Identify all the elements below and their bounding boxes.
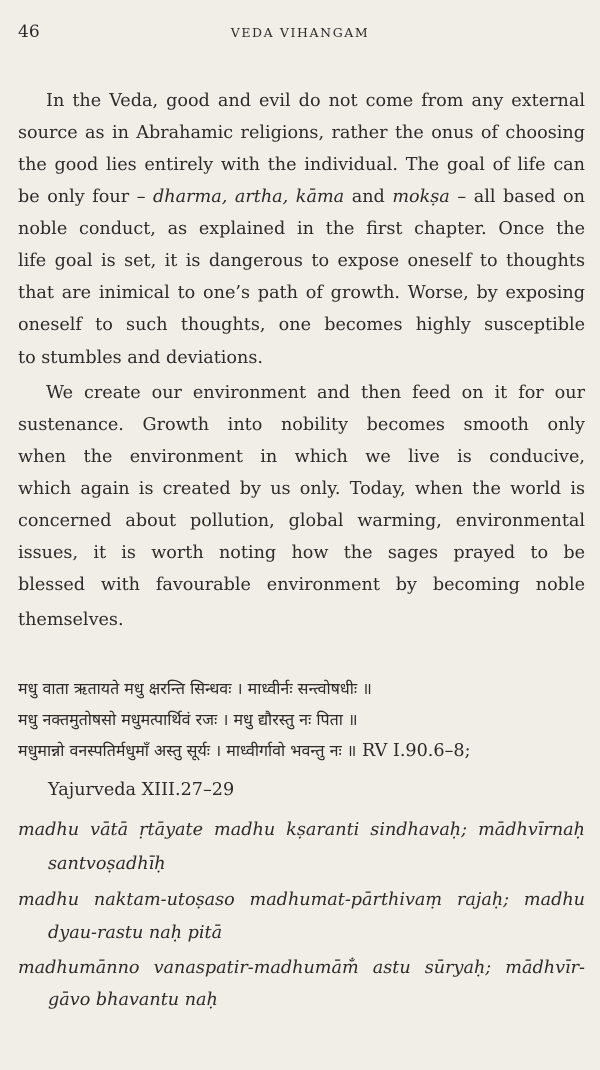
text-segment: – all based on	[449, 187, 585, 207]
devanagari-text: मधुमान्नो वनस्पतिर्मधुमाँ अस्तु सूर्यः । माध्वीर्गावो भवन्तु नः ॥	[18, 741, 357, 760]
text-line: life goal is set, it is dangerous to expose oneself to thoughts	[18, 251, 585, 271]
text-line: concerned about pollution, global warming, environmental	[18, 511, 585, 531]
italic-term: mokṣa	[392, 187, 450, 207]
devanagari-line	[18, 740, 471, 762]
text-line: source as in Abrahamic religions, rather the onus of choosing	[18, 123, 585, 143]
page-number: 46	[18, 22, 40, 42]
text-line	[18, 186, 585, 208]
running-title: VEDA VIHANGAM	[230, 25, 370, 40]
transliteration-line: madhu vātā ṛtāyate madhu kṣaranti sindhavaḥ; mādhvīrnaḥ	[18, 820, 585, 840]
text-segment: be only four –	[18, 187, 154, 207]
devanagari-line: मधु नक्तमुतोषसो मधुमत्पार्थिवं रजः । मधु द्यौरस्तु नः पिता ॥	[18, 710, 358, 729]
verse-reference: Yajurveda XIII.27–29	[48, 780, 235, 800]
text-line: We create our environment and then feed on it for our	[46, 383, 585, 403]
devanagari-line: मधु वाता ऋतायते मधु क्षरन्ति सिन्धवः । माध्वीर्नः सन्त्वोषधीः ॥	[18, 679, 372, 698]
transliteration-line: dyau-rastu naḥ pitā	[48, 923, 223, 943]
transliteration-line: madhumānno vanaspatir-madhumām̐ astu sūryaḥ; mādhvīr-	[18, 958, 585, 978]
italic-term: dharma, artha, kāma	[153, 187, 345, 207]
text-line: In the Veda, good and evil do not come from any external	[46, 91, 585, 111]
text-line: sustenance. Growth into nobility becomes smooth only	[18, 415, 585, 435]
text-line: oneself to such thoughts, one becomes highly susceptible	[18, 315, 585, 335]
text-line: when the environment in which we live is conducive,	[18, 447, 585, 467]
text-line: noble conduct, as explained in the first chapter. Once the	[18, 219, 585, 239]
transliteration-line: santvoṣadhīḥ	[48, 854, 166, 874]
text-line: issues, it is worth noting how the sages prayed to be	[18, 543, 585, 563]
verse-reference: RV I.90.6–8;	[361, 741, 471, 761]
text-line: the good lies entirely with the individual. The goal of life can	[18, 155, 585, 175]
text-line: to stumbles and deviations.	[18, 348, 263, 368]
transliteration-line: madhu naktam-utoṣaso madhumat-pārthivaṃ rajaḥ; madhu	[18, 890, 585, 910]
text-line: which again is created by us only. Today, when the world is	[18, 479, 585, 499]
text-segment: and	[344, 187, 393, 207]
transliteration-line: gāvo bhavantu naḥ	[48, 990, 218, 1010]
text-line: blessed with favourable environment by becoming noble	[18, 575, 585, 595]
text-line: that are inimical to one’s path of growth. Worse, by exposing	[18, 283, 585, 303]
text-line: themselves.	[18, 610, 124, 630]
